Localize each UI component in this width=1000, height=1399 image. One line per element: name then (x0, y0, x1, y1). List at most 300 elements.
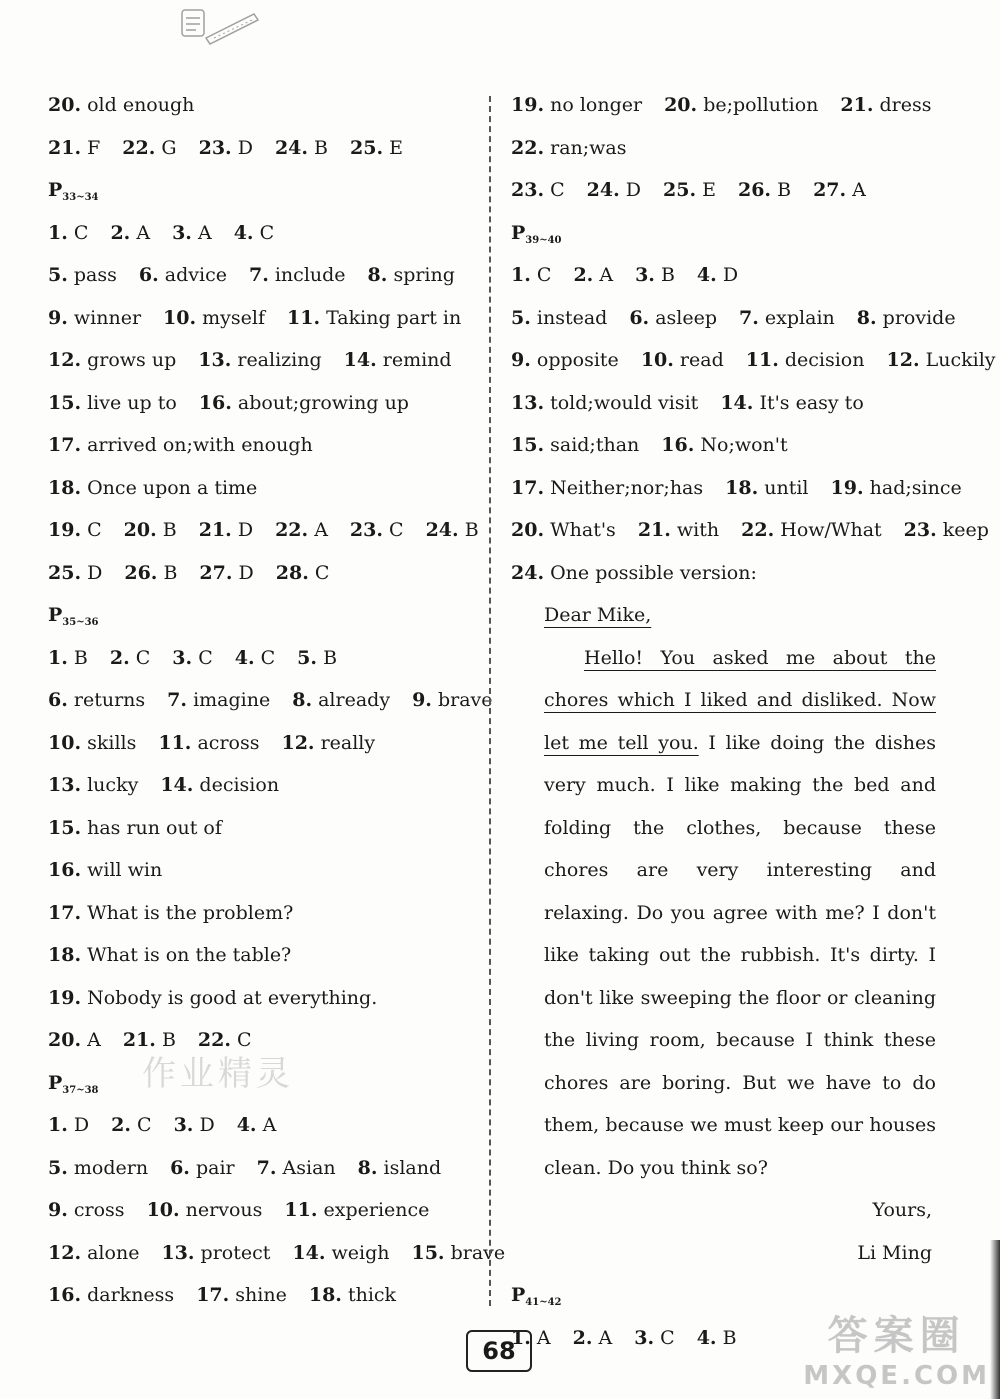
answer-text: with (676, 519, 720, 541)
answer-item (746, 349, 865, 371)
section-range: 35~36 (62, 617, 99, 628)
answer-text: D (238, 561, 254, 584)
answer-item (48, 562, 102, 584)
answer-number: 4. (233, 221, 254, 244)
answer-number: 18. (725, 476, 759, 499)
answer-text: A (536, 1326, 551, 1349)
answer-item (292, 1242, 389, 1264)
answer-line (511, 254, 936, 297)
answer-number: 9. (511, 349, 531, 371)
answer-text: protect (200, 1241, 271, 1264)
answer-number: 12. (48, 349, 82, 371)
letter-signature: Li Ming (857, 1241, 932, 1264)
letter-body-text: I like doing the dishes very much. I like making the bed and folding the clothes, because these chores are very interesting and relaxing. Do you agree with me? I don't like taking out the rubbish. It's dirty. I don't like sweeping the floor or cleaning the living room, because I think these chores are boring. But we have to do them, because we must keep our houses clean. Do you think so? (544, 731, 936, 1179)
answer-text: G (161, 136, 177, 159)
answer-number: 3. (634, 1326, 655, 1349)
answer-text: brave (450, 1241, 506, 1264)
answer-number: 10. (163, 306, 197, 329)
answer-number: 27. (199, 561, 233, 584)
answer-text: C (550, 179, 565, 201)
answer-text: Asian (282, 1156, 336, 1179)
answer-line (48, 509, 479, 552)
answer-number: 22. (197, 1029, 231, 1051)
answer-text: live up to (87, 391, 177, 414)
answer-number: 2. (109, 646, 130, 669)
answer-text: grows up (87, 349, 177, 371)
answer-number: 16. (198, 391, 232, 414)
watermark-corner-top: 答案圈 (827, 1313, 966, 1359)
answer-item (196, 1284, 287, 1306)
answer-item (174, 1114, 215, 1136)
answer-text: No;won't (700, 434, 788, 456)
answer-item (426, 519, 479, 541)
answer-item (235, 647, 275, 669)
answer-item (158, 732, 259, 754)
answer-item (635, 264, 675, 286)
answer-line (48, 382, 468, 425)
answer-text: experience (323, 1199, 430, 1221)
answer-item (697, 264, 738, 286)
answer-number: 23. (511, 179, 545, 201)
right-column (511, 84, 996, 1359)
answer-item (48, 1284, 174, 1306)
answer-line (48, 84, 468, 127)
letter-body (511, 637, 936, 1190)
answer-text: C (87, 519, 102, 541)
answer-item (664, 94, 818, 116)
answer-item (720, 392, 863, 414)
answer-item (638, 519, 719, 541)
answer-number: 22. (275, 519, 309, 541)
answer-item (199, 392, 409, 414)
answer-text: C (260, 646, 276, 669)
answer-number: 7. (256, 1156, 277, 1179)
answer-item (411, 1242, 505, 1264)
answer-item (739, 307, 835, 329)
answer-number: 3. (635, 264, 655, 286)
answer-item (48, 774, 138, 796)
answer-text: B (323, 646, 338, 669)
answer-number: 3. (172, 646, 193, 669)
answer-item (48, 137, 100, 159)
answer-line (48, 424, 468, 467)
letter-greeting: Dear Mike, (544, 604, 652, 626)
answer-number: 24. (425, 519, 459, 541)
answer-number: 17. (48, 901, 82, 924)
answer-text: Once upon a time (87, 476, 258, 499)
answer-item (48, 944, 291, 966)
answer-number: 19. (830, 476, 864, 499)
answer-number: 1. (511, 264, 531, 286)
answer-item (161, 1242, 270, 1264)
answer-text: ran;was (550, 136, 627, 159)
answer-item (48, 689, 145, 711)
answer-text: D (625, 179, 641, 201)
answer-number: 12. (48, 1241, 82, 1264)
answer-line (511, 339, 996, 382)
answer-line (48, 254, 468, 297)
answer-line (48, 679, 493, 722)
page-number: 68 (466, 1330, 532, 1372)
answer-item (587, 179, 641, 201)
answer-text: explain (764, 306, 835, 329)
answer-number: 23. (198, 136, 232, 159)
answer-number: 21. (637, 519, 671, 541)
answer-text: will win (87, 859, 163, 881)
answer-line (48, 552, 468, 595)
answer-item (172, 647, 212, 669)
answer-item (697, 1327, 737, 1349)
answer-number: 21. (48, 136, 82, 159)
answer-number: 17. (511, 476, 545, 499)
answer-number: 10. (640, 349, 674, 371)
answer-line (48, 1147, 468, 1190)
answer-text: no longer (550, 94, 643, 116)
answer-text: A (599, 264, 614, 286)
answer-number: 21. (198, 519, 232, 541)
answer-text: D (87, 561, 103, 584)
answer-number: 15. (48, 391, 82, 414)
section-letter: P (48, 604, 63, 626)
answer-number: 11. (158, 731, 192, 754)
answer-text: F (87, 136, 101, 159)
answer-item (511, 519, 616, 541)
answer-item (249, 264, 346, 286)
answer-number: 13. (511, 391, 545, 414)
logo-stamp-icon (176, 6, 260, 46)
letter-underlined-text: Hello! You asked me about the chores which I liked and disliked. Now let me tell you. (544, 646, 936, 754)
answer-text: cross (73, 1199, 125, 1221)
answer-text: B (161, 1029, 176, 1051)
answer-line (511, 169, 936, 212)
answer-item (48, 349, 176, 371)
answer-number: 8. (357, 1156, 378, 1179)
answer-text: already (318, 689, 391, 711)
answer-item (738, 179, 791, 201)
answer-number: 11. (287, 306, 321, 329)
answer-item (344, 349, 452, 371)
answer-line (48, 1274, 468, 1317)
answer-text: alone (87, 1241, 140, 1264)
answer-item (147, 1199, 263, 1221)
answer-number: 15. (511, 434, 545, 456)
answer-text: myself (202, 306, 265, 329)
answer-line (48, 127, 468, 170)
answer-line (511, 127, 936, 170)
answer-text: B (660, 264, 675, 286)
answer-text: E (389, 136, 403, 159)
answer-item (661, 434, 787, 456)
answer-item (641, 349, 724, 371)
answer-item (48, 94, 194, 116)
answer-item (350, 519, 404, 541)
answer-number: 4. (236, 1114, 257, 1136)
answer-number: 7. (167, 689, 188, 711)
answer-item (48, 859, 162, 881)
answer-item (257, 1157, 336, 1179)
answer-number: 20. (48, 94, 82, 116)
answer-number: 14. (292, 1241, 326, 1264)
section-range: 39~40 (525, 234, 562, 246)
section-letter: P (511, 221, 526, 244)
answer-text: B (163, 561, 178, 584)
watermark-center: 作业精灵 (142, 1054, 294, 1094)
answer-number: 9. (412, 689, 432, 711)
answer-text: arrived on;with enough (87, 434, 313, 456)
answer-item (48, 519, 102, 541)
answer-text: decision (784, 349, 865, 371)
answer-number: 8. (367, 264, 388, 286)
answer-text: decision (199, 774, 280, 796)
answer-line (48, 1232, 506, 1275)
answer-number: 17. (196, 1284, 230, 1306)
answer-item (48, 222, 88, 244)
answer-item (725, 477, 808, 499)
answer-item (199, 137, 253, 159)
answer-number: 25. (350, 136, 384, 159)
answer-number: 18. (48, 476, 82, 499)
answer-item (284, 1199, 429, 1221)
answer-item (813, 179, 866, 201)
answer-text: How/What (780, 519, 882, 541)
answer-text: really (320, 731, 376, 754)
answer-number: 15. (48, 816, 82, 839)
left-column (48, 84, 506, 1317)
answer-item (511, 349, 619, 371)
answer-item (48, 477, 257, 499)
answer-text: island (383, 1156, 442, 1179)
answer-item (48, 264, 117, 286)
answer-item (122, 137, 176, 159)
answer-text: shine (235, 1284, 287, 1306)
answer-number: 14. (720, 391, 754, 414)
answer-line (48, 297, 468, 340)
answer-number: 24. (511, 561, 545, 584)
answer-number: 22. (741, 519, 775, 541)
answer-item (237, 1114, 277, 1136)
answer-item (511, 477, 703, 499)
answer-number: 20. (511, 519, 545, 541)
answer-text: B (777, 179, 792, 201)
answer-item (292, 689, 390, 711)
answer-text: winner (73, 306, 142, 329)
answer-number: 3. (173, 1114, 194, 1136)
answer-item (511, 94, 642, 116)
answer-text: had;since (869, 476, 962, 499)
answer-text: told;would visit (550, 391, 699, 414)
answer-text: B (162, 519, 177, 541)
answer-text: brave (437, 689, 493, 711)
answer-line (511, 424, 936, 467)
answer-text: realizing (237, 349, 322, 371)
answer-text: A (314, 519, 328, 541)
answer-number: 7. (739, 306, 759, 329)
answer-number: 19. (48, 986, 82, 1009)
answer-item (172, 222, 212, 244)
answer-item (281, 732, 375, 754)
answer-number: 1. (48, 646, 68, 669)
answer-item (511, 307, 607, 329)
answer-text: B (464, 519, 479, 541)
answer-text: old enough (87, 94, 195, 116)
answer-text: E (702, 179, 716, 201)
answer-item (48, 902, 293, 924)
answer-number: 24. (586, 179, 620, 201)
answer-number: 21. (122, 1029, 156, 1051)
answer-item (857, 307, 956, 329)
answer-text: advice (164, 264, 227, 286)
answer-number: 13. (161, 1241, 195, 1264)
answer-text: C (135, 646, 151, 669)
section-range: 37~38 (62, 1084, 99, 1096)
answer-text: What's (550, 519, 616, 541)
answer-text: spring (393, 264, 455, 286)
answer-item (831, 477, 962, 499)
answer-line (48, 1104, 468, 1147)
answer-number: 8. (856, 306, 877, 329)
answer-item (297, 647, 337, 669)
answer-number: 16. (48, 859, 82, 881)
answer-number: 22. (511, 136, 545, 159)
answer-line (48, 722, 468, 765)
answer-text: pass (73, 264, 117, 286)
answer-number: 5. (511, 306, 531, 329)
answer-item (48, 817, 222, 839)
answer-number: 17. (48, 434, 82, 456)
answer-number: 22. (122, 136, 156, 159)
answer-text: darkness (87, 1284, 175, 1306)
answer-number: 28. (275, 561, 309, 584)
answer-text: remind (382, 349, 452, 371)
answer-text: A (852, 179, 866, 201)
answer-item (48, 1029, 101, 1051)
answer-text: include (274, 264, 346, 286)
section-letter: P (48, 179, 63, 201)
answer-number: 5. (48, 1156, 68, 1179)
answer-text: weigh (331, 1241, 390, 1264)
answer-number: 2. (572, 1326, 593, 1349)
answer-line (48, 212, 468, 255)
answer-text: C (314, 561, 330, 584)
answer-number: 2. (110, 221, 131, 244)
answer-item (48, 1199, 125, 1221)
answer-number: 23. (349, 519, 383, 541)
section-header (511, 212, 936, 255)
answer-item (368, 264, 455, 286)
answer-number: 24. (274, 136, 308, 159)
watermark-corner (803, 1304, 990, 1391)
watermark-corner-bottom: MXQE.COM (803, 1361, 990, 1391)
answer-number: 23. (903, 519, 937, 541)
answer-line (48, 807, 468, 850)
answer-item (511, 137, 627, 159)
answer-text: keep (942, 519, 989, 541)
answer-text: lucky (87, 774, 139, 796)
answer-line (48, 764, 468, 807)
answer-text: C (259, 221, 275, 244)
answer-item (111, 1114, 151, 1136)
answer-number: 6. (170, 1156, 190, 1179)
answer-text: D (237, 136, 253, 159)
answer-item (412, 689, 492, 711)
answer-text: said;than (550, 434, 640, 456)
answer-number: 7. (248, 264, 269, 286)
answer-item (139, 264, 227, 286)
answer-line (511, 84, 936, 127)
answer-number: 11. (284, 1199, 318, 1221)
answer-text: D (73, 1114, 90, 1136)
answer-item (887, 349, 996, 371)
answer-item (48, 647, 88, 669)
answer-item (48, 1242, 139, 1264)
answer-number: 1. (511, 1326, 531, 1349)
section-header (48, 169, 468, 212)
answer-text: A (197, 221, 212, 244)
answer-number: 10. (48, 731, 82, 754)
answer-text: thick (347, 1284, 397, 1306)
answer-item (167, 689, 270, 711)
answer-item (276, 562, 330, 584)
answer-number: 26. (737, 179, 772, 201)
answer-line (48, 934, 468, 977)
answer-item (234, 222, 274, 244)
answer-text: read (679, 349, 724, 371)
answer-text: provide (882, 306, 956, 329)
answer-text: instead (536, 306, 608, 329)
answer-text: It's easy to (759, 391, 864, 414)
answer-number: 4. (234, 646, 255, 669)
page-edge-shadow (990, 1240, 1000, 1399)
answer-line (511, 552, 936, 595)
letter-closing: Yours, (872, 1199, 932, 1221)
answer-item (840, 94, 931, 116)
answer-number: 25. (48, 561, 82, 584)
answer-item (198, 349, 321, 371)
answer-item (350, 137, 403, 159)
answer-text: C (660, 1326, 675, 1349)
answer-number: 11. (745, 349, 779, 371)
answer-text: C (73, 221, 89, 244)
answer-item (48, 434, 313, 456)
answer-number: 4. (696, 264, 717, 286)
answer-number: 1. (48, 1114, 68, 1136)
answer-item (170, 1157, 235, 1179)
answer-text: about;growing up (237, 391, 409, 414)
answer-number: 6. (629, 306, 650, 329)
answer-text: One possible version: (550, 561, 757, 584)
answer-number: 26. (124, 561, 158, 584)
answer-item (741, 519, 882, 541)
answer-text: Luckily (925, 349, 996, 371)
answer-line (48, 892, 468, 935)
answer-number: 6. (138, 264, 159, 286)
answer-item (48, 1157, 148, 1179)
answer-item (48, 732, 136, 754)
answer-number: 20. (48, 1029, 82, 1051)
answer-text: be;pollution (703, 94, 819, 116)
answer-line (48, 849, 468, 892)
answer-number: 18. (308, 1284, 342, 1306)
answer-text: B (314, 136, 329, 159)
answer-item (287, 307, 461, 329)
answer-number: 16. (661, 434, 695, 456)
answer-number: 5. (48, 264, 68, 286)
answer-item (110, 222, 150, 244)
answer-text: pair (195, 1156, 235, 1179)
answer-line (511, 509, 989, 552)
answer-line (511, 467, 962, 510)
answer-item (160, 774, 279, 796)
